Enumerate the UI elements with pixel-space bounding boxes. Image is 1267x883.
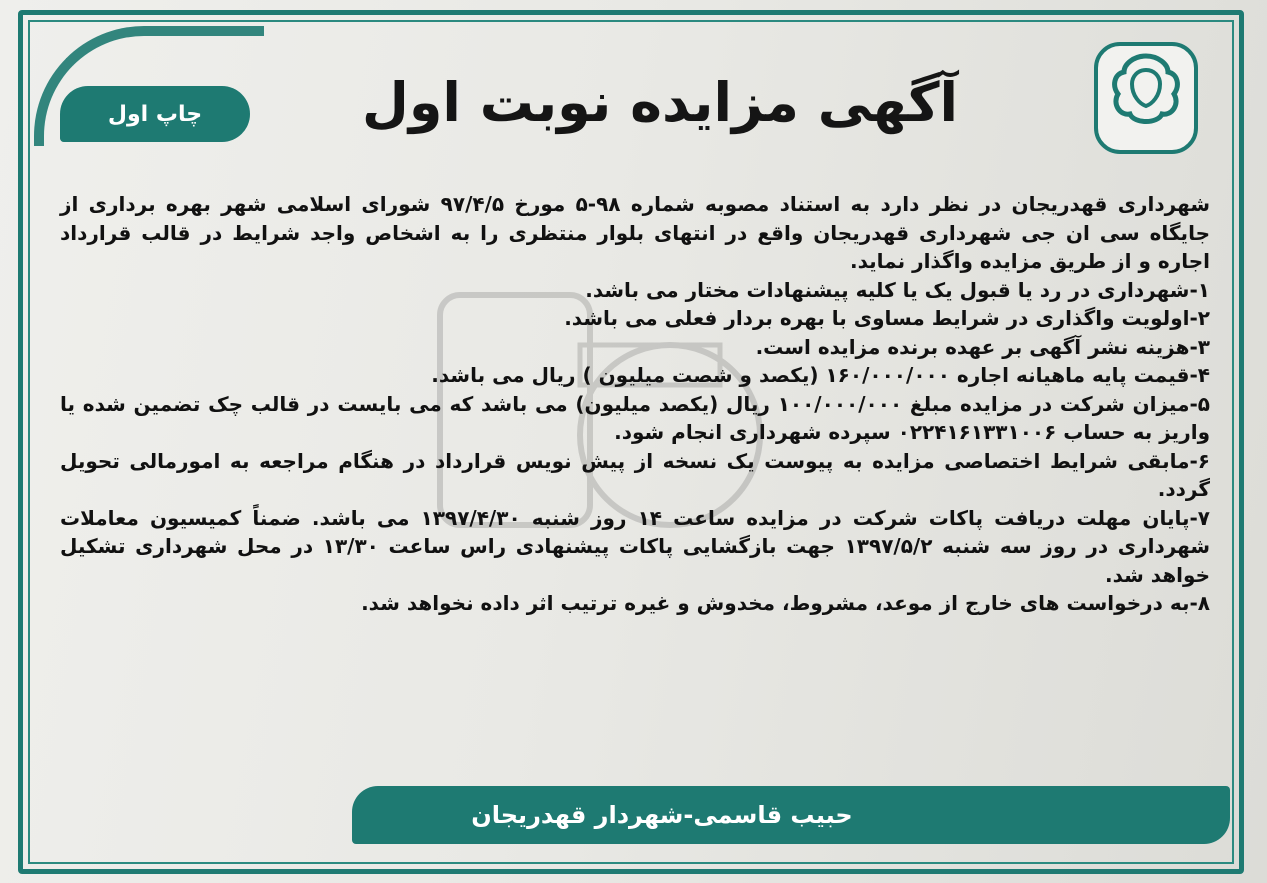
edition-badge: چاپ اول	[60, 86, 250, 142]
condition-item-1: ۱-شهرداری در رد یا قبول یک یا کلیه پیشنهادات مختار می باشد.	[585, 277, 1210, 302]
condition-item-5: ۵-میزان شرکت در مزایده مبلغ ۱۰۰/۰۰۰/۰۰۰ ریال (یکصد میلیون) می باشد که می بایست در قالب چک تضمین شده یا واریز به حساب ۰۲۲۴۱۶۱۳۳۱۰۰۶ سپرده شهرداری انجام شود.	[60, 391, 1210, 444]
condition-item-6: ۶-مابقی شرایط اختصاصی مزایده به پیوست یک نسخه از پیش نویس قرارداد در هنگام مراجعه به امورمالی تحویل گردد.	[60, 448, 1210, 501]
emblem-graphic	[1108, 52, 1184, 130]
condition-item-2: ۲-اولویت واگذاری در شرایط مساوی با بهره بردار فعلی می باشد.	[564, 306, 1210, 330]
intro-paragraph: شهرداری قهدریجان در نظر دارد به استناد مصوبه شماره ۹۸-۵ مورخ ۹۷/۴/۵ شورای اسلامی شهر بهره برداری از جایگاه سی ان جی شهرداری قهدریجان واقع در انتهای بلوار منتظری را به اشخاص واجد شرایط در قالب قرارداد اجاره و از طریق مزایده واگذار نماید.	[60, 192, 1210, 273]
municipality-emblem-icon	[1094, 42, 1198, 154]
mayor-signature: حبیب قاسمی-شهردار قهدریجان	[471, 801, 853, 829]
page-title: آگهی مزایده نوبت اول	[362, 71, 958, 134]
condition-item-8: ۸-به درخواست های خارج از موعد، مشروط، مخدوش و غیره ترتیب اثر داده نخواهد شد.	[361, 591, 1210, 615]
condition-item-3: ۳-هزینه نشر آگهی بر عهده برنده مزایده است.	[755, 334, 1210, 359]
announcement-body	[60, 190, 1210, 618]
condition-item-7: ۷-پایان مهلت دریافت پاکات شرکت در مزایده ساعت ۱۴ روز شنبه ۱۳۹۷/۴/۳۰ می باشد. ضمناً کمیسیون معاملات شهرداری در روز سه شنبه ۱۳۹۷/۵/۲ جهت بازگشایی پاکات پیشنهادی راس ساعت ۱۳/۳۰ در محل شهرداری تشکیل خواهد شد.	[60, 505, 1211, 587]
condition-item-4: ۴-قیمت پایه ماهیانه اجاره ۱۶۰/۰۰۰/۰۰۰ (یکصد و شصت میلیون ) ریال می باشد.	[431, 363, 1210, 387]
